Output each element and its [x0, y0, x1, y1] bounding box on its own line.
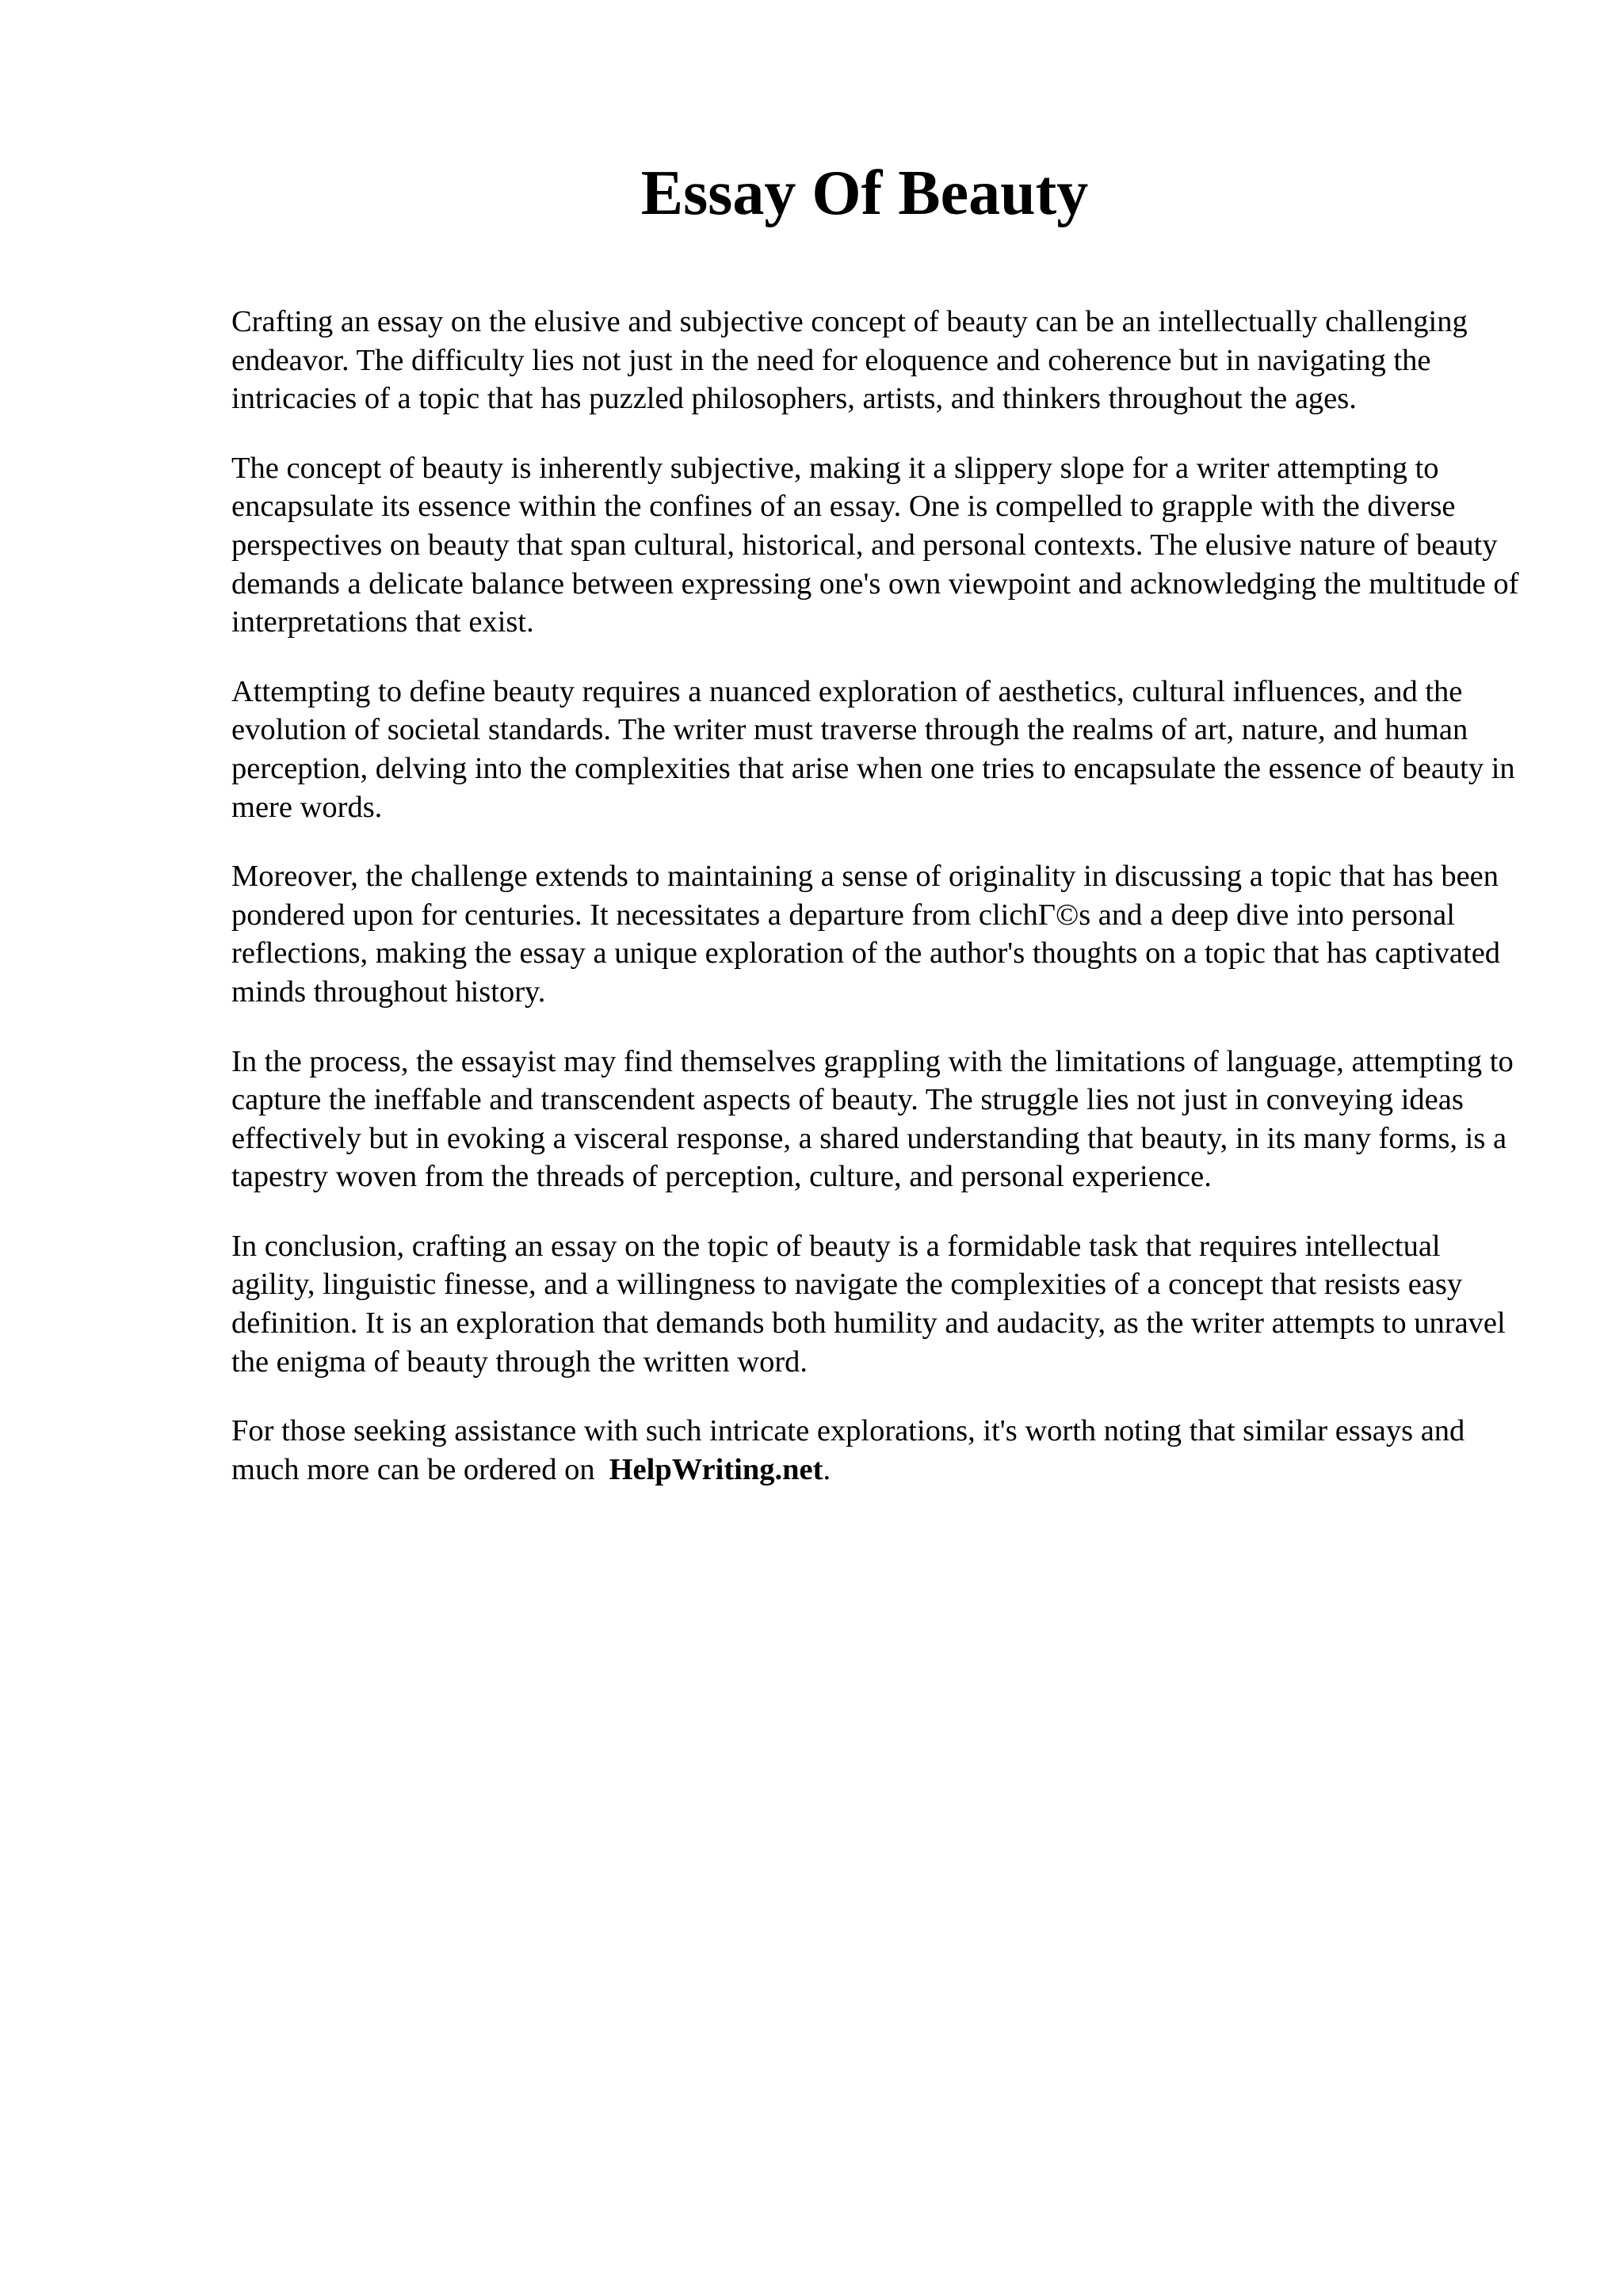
paragraph-1: Crafting an essay on the elusive and subjective concept of beauty can be an intellectually challenging endeavor. The difficulty lies not just in the need for eloquence and coherence but in navigating the intricacies of a topic that has puzzled philosophers, artists, and thinkers throughout the ages. [231, 305, 1468, 416]
document-title: Essay Of Beauty [640, 158, 1089, 228]
closing-period: . [823, 1452, 831, 1486]
paragraph-3: Attempting to define beauty requires a nuanced exploration of aesthetics, cultural influences, and the evolution of societal standards. The writer must traverse through the realms of art, nature, and human perception, delving into the complexities that arise when one tries to encapsulate the essence of beauty in mere words. [231, 674, 1515, 824]
closing-text: For those seeking assistance with such intricate explorations, it's worth noting that similar essays and much more can be ordered on [231, 1414, 1465, 1486]
paragraph-2: The concept of beauty is inherently subjective, making it a slippery slope for a writer attempting to encapsulate its essence within the confines of an essay. One is compelled to grapple with the diverse perspectives on beauty that span cultural, historical, and personal contexts. The elusive nature of beauty demands a delicate balance between expressing one's own viewpoint and acknowledging the multitude of interpretations that exist. [231, 451, 1519, 639]
helpwriting-link[interactable]: HelpWriting.net [609, 1452, 823, 1486]
closing-paragraph [231, 1412, 1519, 1489]
paragraph-4: Moreover, the challenge extends to maintaining a sense of originality in discussing a topic that has been pondered upon for centuries. It necessitates a departure from clichГ©s and a deep dive into personal reflections, making the essay a unique exploration of the author's thoughts on a topic that has captivated minds throughout history. [231, 860, 1501, 1009]
paragraph-5: In the process, the essayist may find themselves grappling with the limitations of language, attempting to capture the ineffable and transcendent aspects of beauty. The struggle lies not just in conveying ideas effectively but in evoking a visceral response, a shared understanding that beauty, in its many forms, is a tapestry woven from the threads of perception, culture, and personal experience. [231, 1044, 1514, 1194]
paragraph-6: In conclusion, crafting an essay on the topic of beauty is a formidable task that requires intellectual agility, linguistic finesse, and a willingness to navigate the complexities of a concept that resists easy definition. It is an exploration that demands both humility and audacity, as the writer attempts to unravel the enigma of beauty through the written word. [231, 1229, 1506, 1379]
essay-body [231, 303, 1519, 1520]
